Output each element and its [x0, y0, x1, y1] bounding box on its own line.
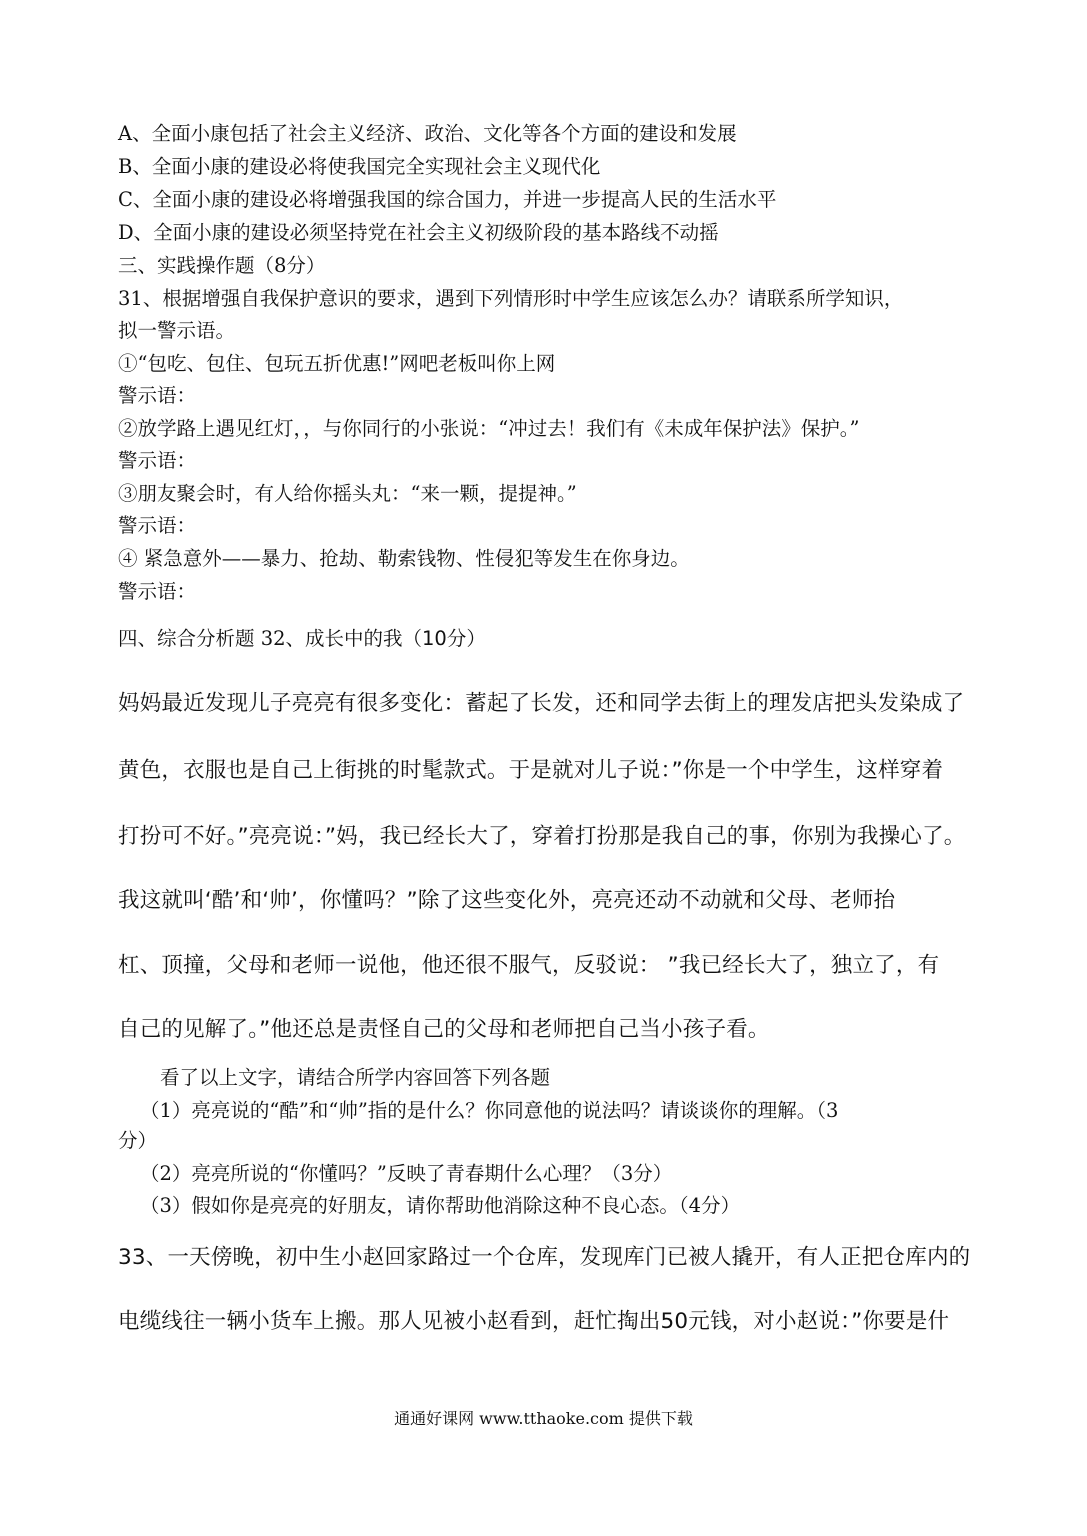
question-2: （2）亮亮所说的“你懂吗？”反映了青春期什么心理？（3分）	[140, 1162, 673, 1185]
passage-line-6: 自己的见解了。”他还总是责怪自己的父母和老师把自己当小孩子看。	[118, 1017, 770, 1042]
scenario-4: ④ 紧急意外——暴力、抢劫、勒索钱物、性侵犯等发生在你身边。	[118, 547, 690, 570]
q32-title: 成长中的我（10分）	[305, 627, 486, 650]
option-c: C、全面小康的建设必将增强我国的综合国力，并进一步提高人民的生活水平	[118, 188, 777, 211]
q33-line-2: 电缆线往一辆小货车上搬。那人见被小赵看到，赶忙掏出50元钱，对小赵说：”你要是什	[118, 1309, 950, 1334]
q33-line-1: 33、一天傍晚，初中生小赵回家路过一个仓库，发现库门已被人撬开，有人正把仓库内的	[118, 1245, 971, 1270]
warning-prompt-2: 警示语：	[118, 449, 197, 472]
warning-prompt-3: 警示语：	[118, 514, 197, 537]
option-b: B、全面小康的建设必将使我国完全实现社会主义现代化	[118, 155, 601, 178]
questions-intro: 看了以上文字，请结合所学内容回答下列各题	[160, 1066, 551, 1089]
passage-line-2: 黄色，衣服也是自己上街挑的时髦款式。于是就对儿子说：”你是一个中学生，这样穿着	[118, 758, 944, 783]
question-1-cont: 分）	[118, 1129, 158, 1152]
page-footer: 通通好课网 www.tthaoke.com 提供下载	[394, 1409, 693, 1428]
scenario-3: ③朋友聚会时，有人给你摇头丸：“来一颗，提提神。”	[118, 482, 577, 505]
q31-text-line1: 31、根据增强自我保护意识的要求，遇到下列情形时中学生应该怎么办？请联系所学知识，	[118, 287, 904, 310]
scenario-1: ①“包吃、包住、包玩五折优惠!”网吧老板叫你上网	[118, 352, 556, 375]
scenario-2: ②放学路上遇见红灯，，与你同行的小张说：“冲过去！我们有《未成年保护法》保护。”	[118, 417, 860, 440]
passage-line-3: 打扮可不好。”亮亮说：”妈，我已经长大了，穿着打扮那是我自己的事，你别为我操心了。	[118, 824, 966, 849]
warning-prompt-1: 警示语：	[118, 384, 197, 407]
option-d: D、全面小康的建设必须坚持党在社会主义初级阶段的基本路线不动摇	[118, 221, 719, 244]
q31-text-line2: 拟一警示语。	[118, 319, 236, 342]
passage-line-5: 杠、顶撞，父母和老师一说他，他还很不服气，反驳说： ”我已经长大了，独立了，有	[118, 953, 940, 978]
passage-line-1: 妈妈最近发现儿子亮亮有很多变化：蓄起了长发，还和同学去街上的理发店把头发染成了	[118, 691, 965, 716]
passage-line-4: 我这就叫‘酷’和‘帅’，你懂吗？”除了这些变化外，亮亮还动不动就和父母、老师抬	[118, 888, 896, 913]
option-a: A、全面小康包括了社会主义经济、政治、文化等各个方面的建设和发展	[118, 122, 737, 145]
section4-heading	[118, 626, 486, 652]
question-1: （1）亮亮说的“酷”和“帅”指的是什么？你同意他的说法吗？请谈谈你的理解。（3	[140, 1099, 839, 1122]
warning-prompt-4: 警示语：	[118, 580, 197, 603]
section3-heading: 三、实践操作题（8分）	[118, 254, 326, 277]
question-3: （3）假如你是亮亮的好朋友，请你帮助他消除这种不良心态。（4分）	[140, 1194, 741, 1217]
section4-label: 四、综合分析题 32、	[118, 627, 306, 650]
